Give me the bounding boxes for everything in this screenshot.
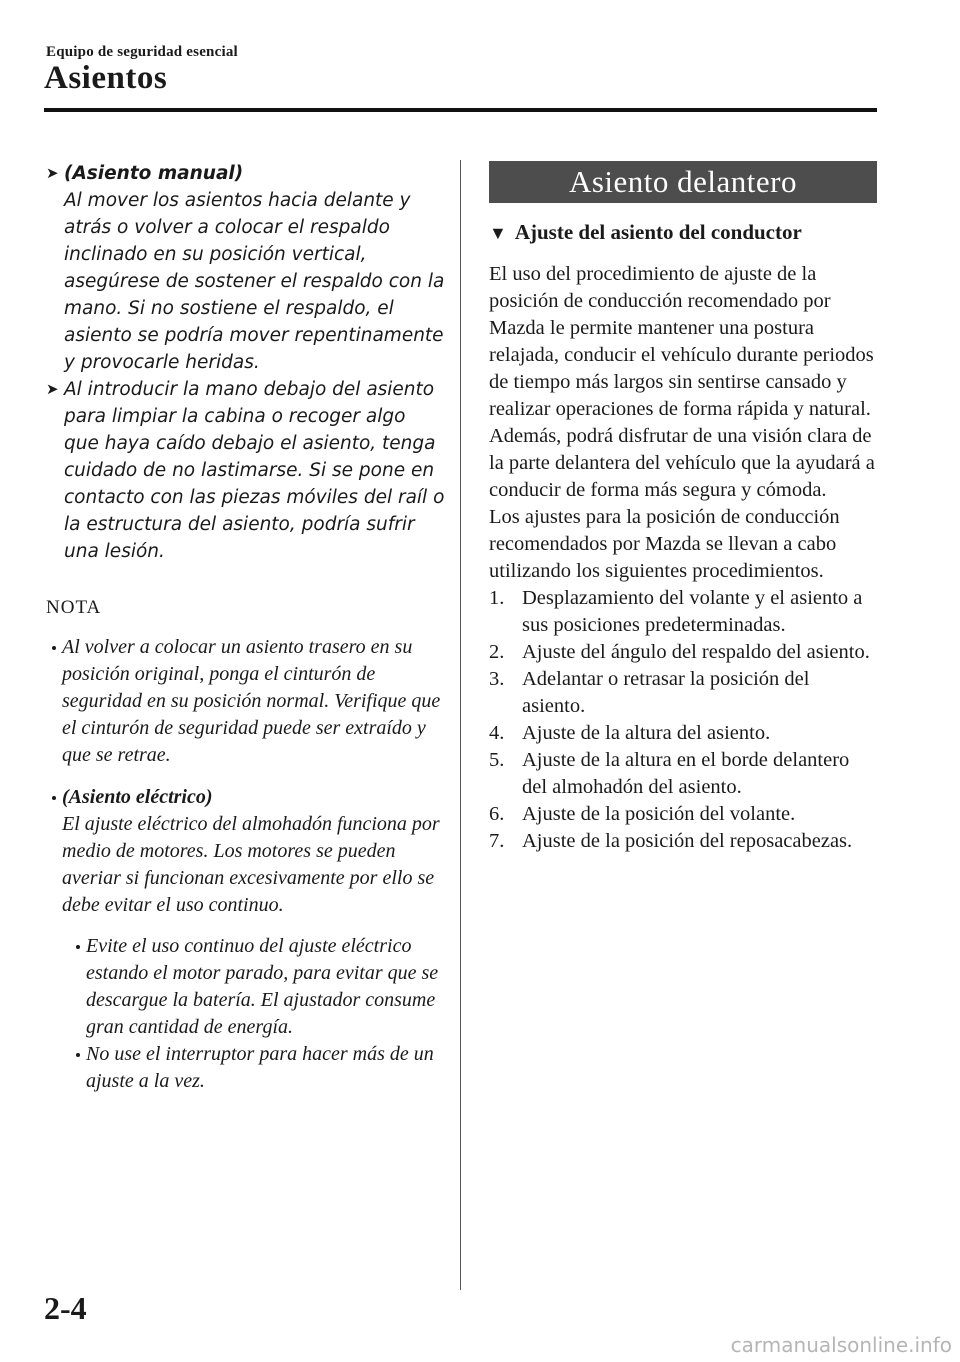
steps-list xyxy=(489,585,877,855)
page-title: Asientos xyxy=(44,60,168,96)
nota-text: Evite el uso continuo del ajuste eléctrico estando el motor parado, para evitar que se descargue la batería. El ajustador consume gran cantidad de energía. xyxy=(86,935,439,1038)
step-item xyxy=(489,801,877,828)
warning-item-hand-under-seat xyxy=(46,376,446,565)
left-column xyxy=(46,160,446,1095)
step-text: Adelantar o retrasar la posición del asiento. xyxy=(522,668,810,717)
triangle-down-icon: ▼ xyxy=(489,223,507,243)
step-item xyxy=(489,585,877,639)
warning-text: Al mover los asientos hacia delante y atrás o volver a colocar el respaldo inclinado en su posición vertical, asegúrese de sostener el respaldo con la mano. Si no sostiene el respaldo, el asiento se podría mover repentinamente y provocarle heridas. xyxy=(64,190,445,373)
step-item xyxy=(489,639,877,666)
step-number: 5. xyxy=(489,749,505,771)
paragraph: El uso del procedimiento de ajuste de la posición de conducción recomendado por Mazda le permite mantener una postura relajada, conducir el vehículo durante periodos de tiempo más largos sin sentirse cansado y realizar operaciones de forma rápida y natural. xyxy=(489,263,874,420)
step-number: 6. xyxy=(489,803,505,825)
nota-item-power-seat xyxy=(46,784,446,919)
step-item xyxy=(489,666,877,720)
body-text xyxy=(489,261,877,855)
step-text: Ajuste de la altura en el borde delantero del almohadón del asiento. xyxy=(522,749,850,798)
header-section-label: Equipo de seguridad esencial xyxy=(46,44,238,60)
step-number: 1. xyxy=(489,587,505,609)
step-text: Desplazamiento del volante y el asiento a sus posiciones predeterminadas. xyxy=(522,587,863,636)
step-number: 4. xyxy=(489,722,505,744)
arrow-bullet-icon: ➤ xyxy=(46,164,59,182)
subheading-text: Ajuste del asiento del conductor xyxy=(514,220,802,244)
right-column xyxy=(489,161,877,855)
paragraph: Además, podrá disfrutar de una visión clara de la parte delantera del vehículo que la ayudará a conducir de forma más segura y cómoda. xyxy=(489,425,875,501)
nota-sub-item xyxy=(70,1041,446,1095)
bullet-dot-icon xyxy=(76,945,80,949)
warning-text: Al introducir la mano debajo del asiento para limpiar la cabina o recoger algo que haya caído debajo el asiento, tenga cuidado de no lastimarse. Si se pone en contacto con las piezas móviles del raíl o la estructura del asiento, podría sufrir una lesión. xyxy=(64,379,445,562)
nota-heading: (Asiento eléctrico) xyxy=(62,786,213,808)
page-number: 2-4 xyxy=(44,1290,87,1326)
bullet-dot-icon xyxy=(76,1053,80,1057)
nota-text: No use el interruptor para hacer más de un ajuste a la vez. xyxy=(86,1043,434,1092)
step-text: Ajuste de la posición del reposacabezas. xyxy=(522,830,853,852)
warning-heading: (Asiento manual) xyxy=(64,163,244,184)
nota-text: Al volver a colocar un asiento trasero en su posición original, ponga el cinturón de seguridad en su posición normal. Verifique que el cinturón de seguridad puede ser extraído y que se retrae. xyxy=(62,636,441,766)
step-number: 2. xyxy=(489,641,505,663)
step-item xyxy=(489,747,877,801)
watermark: carmanualsonline.info xyxy=(730,1333,952,1357)
nota-item-rear-seat xyxy=(46,634,446,769)
nota-sub-item xyxy=(70,933,446,1041)
step-number: 3. xyxy=(489,668,505,690)
nota-title: NOTA xyxy=(46,597,102,618)
step-number: 7. xyxy=(489,830,505,852)
step-item xyxy=(489,828,877,855)
step-text: Ajuste de la posición del volante. xyxy=(522,803,796,825)
section-title-bar: Asiento delantero xyxy=(489,161,877,203)
step-text: Ajuste del ángulo del respaldo del asiento. xyxy=(522,641,870,663)
step-text: Ajuste de la altura del asiento. xyxy=(522,722,771,744)
subheading xyxy=(489,218,877,247)
warning-item-manual-seat xyxy=(46,160,446,376)
nota-sub-list xyxy=(70,933,446,1095)
paragraph: Los ajustes para la posición de conducción recomendados por Mazda se llevan a cabo utilizando los siguientes procedimientos. xyxy=(489,506,840,582)
column-divider xyxy=(460,160,461,1290)
bullet-dot-icon xyxy=(52,646,56,650)
bullet-dot-icon xyxy=(52,796,56,800)
step-item xyxy=(489,720,877,747)
nota-text: El ajuste eléctrico del almohadón funciona por medio de motores. Los motores se pueden averiar si funcionan excesivamente por ello se debe evitar el uso continuo. xyxy=(62,813,440,916)
header-rule xyxy=(44,108,877,112)
arrow-bullet-icon: ➤ xyxy=(46,380,59,398)
